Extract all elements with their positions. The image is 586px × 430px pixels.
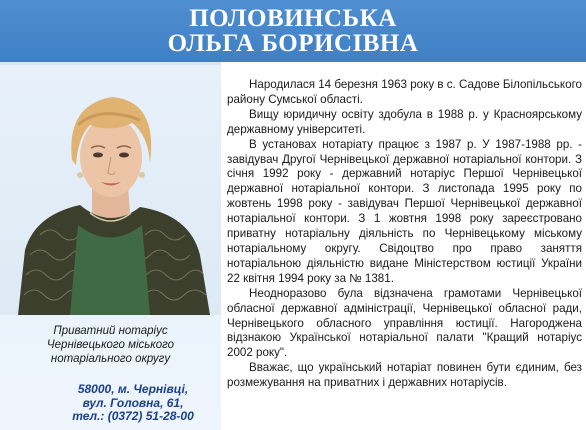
sidebar-panel [0,62,221,430]
caption-line: Приватний нотаріус [53,325,168,337]
contact-address [48,383,218,424]
biography-paragraph: Народилася 14 березня 1963 року в с. Садове Білопільського району Сумської області. [227,78,582,106]
portrait-illustration [0,65,221,315]
given-names-heading: ОЛЬГА БОРИСІВНА [167,30,419,57]
caption-line: Чернівецького міського [46,339,175,351]
portrait-photo [0,65,221,315]
address-line: 58000, м. Чернівці, [77,382,189,396]
biography-paragraph: Вищу юридичну освіту здобула в 1988 р. у Красноярському державному університеті. [227,107,582,136]
biography-text [227,78,582,391]
caption-line: нотаріального округу [50,353,171,365]
address-line: вул. Головна, 61, [82,395,184,410]
notary-caption [0,324,221,366]
biography-paragraph: В установах нотаріату працює з 1987 р. У 1987-1988 рр. - завідувач Другої Чернівецької державної нотаріальної контори. З січня 1992 року - державний нотаріус Першої Чернівецької державної нотаріальної контори. З листопада 1995 року по жовтень 1998 року - завідувач Першої Чернівецької державної нотаріальної контори. З 1 жовтня 1998 року зареєстровано приватну нотаріальну діяльність по Чернівецькому міському нотаріальному округу. Свідоцтво про право заняття нотаріальною діяльністю видане Міністерством юстиції України 22 квітня 1994 року за № 1381. [227,137,582,285]
biography-paragraph: Неодноразово була відзначена грамотами Чернівецької обласної державної адміністрації, Чернівецької обласної ради, Чернівецького обласного управління юстиції. Нагороджена відзнакою Української нотаріальної палати "Кращий нотаріус 2002 року". [227,286,582,360]
surname-heading: ПОЛОВИНСЬКА [189,5,397,32]
biography-paragraph: Вважає, що український нотаріат повинен бути єдиним, без розмежування на приватних і державних нотаріусів. [227,361,582,390]
phone-line: тел.: (0372) 51-28-00 [72,409,194,423]
page-header [0,0,586,62]
